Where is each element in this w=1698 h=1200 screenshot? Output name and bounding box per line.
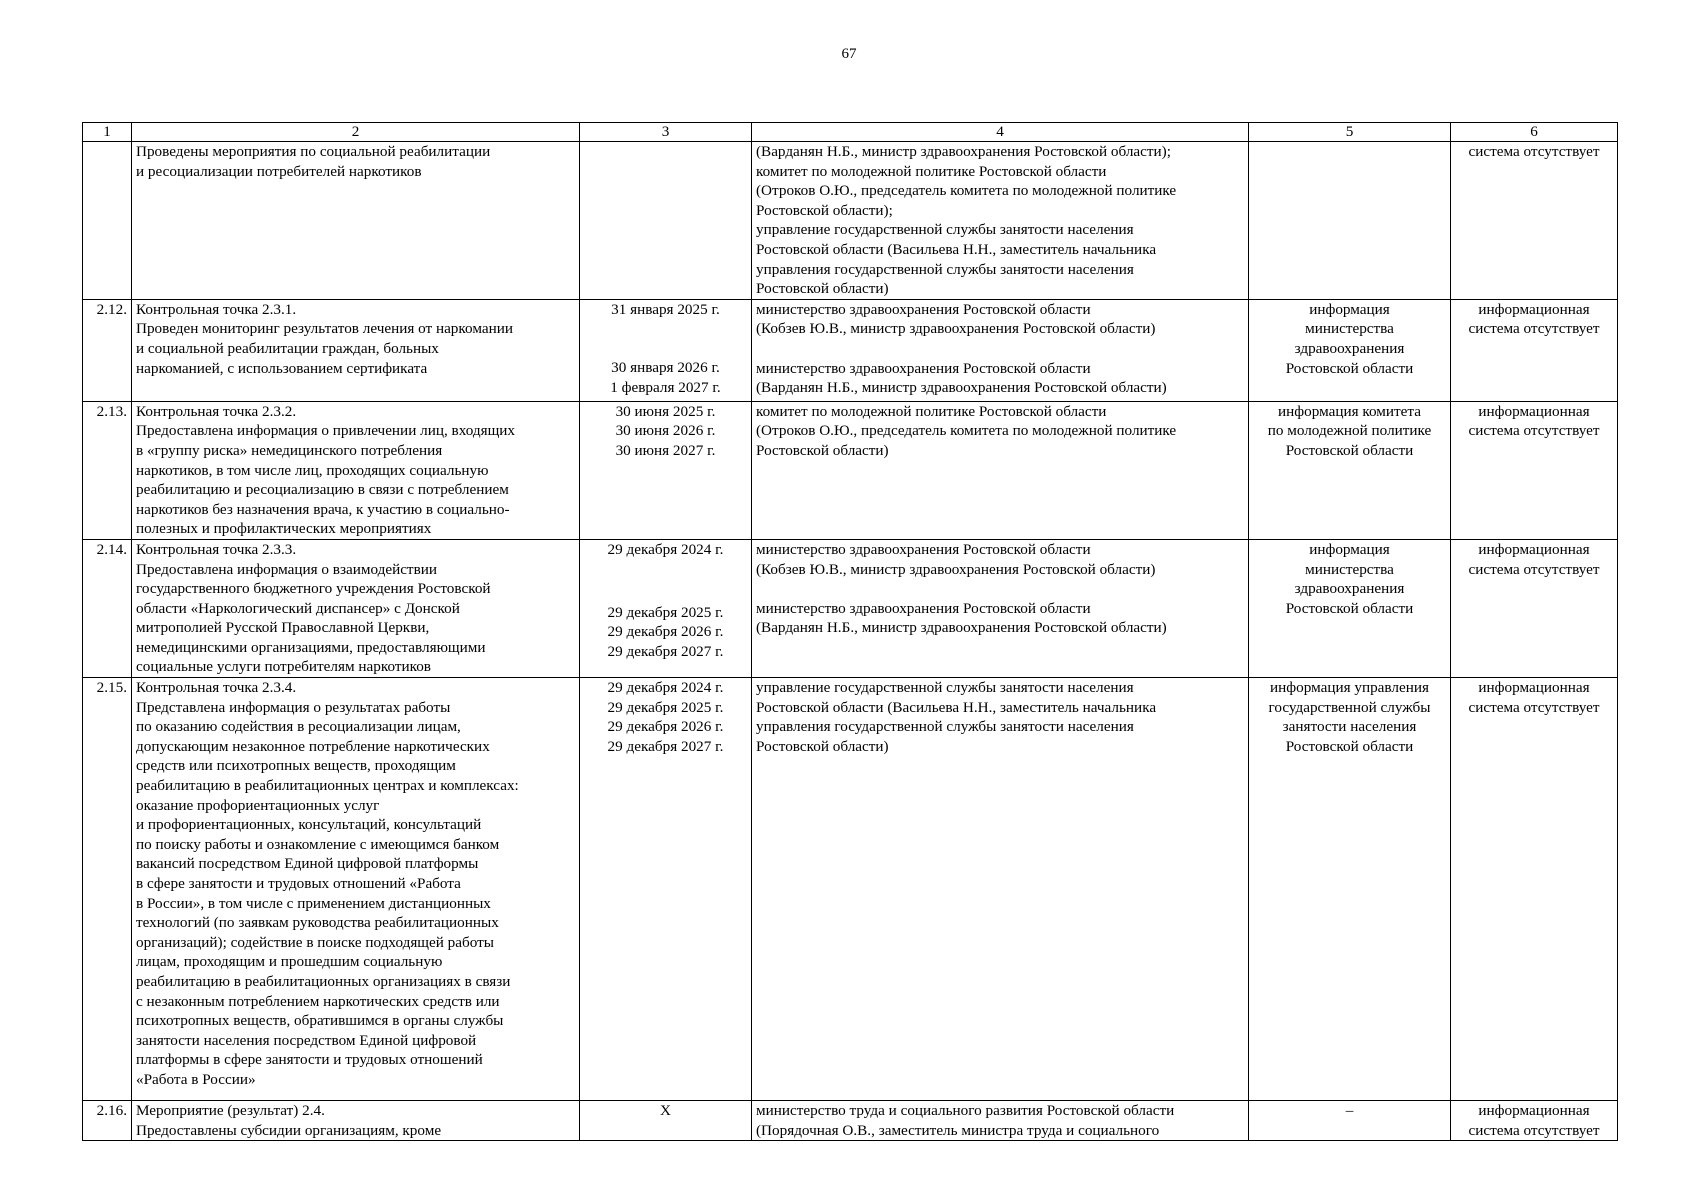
text-line: области «Наркологический диспансер» с Донской (136, 599, 460, 617)
text-line: 30 июня 2027 г. (615, 441, 716, 459)
text-line: Проведен мониторинг результатов лечения от наркомании (136, 320, 513, 338)
text-line: 1 февраля 2027 г. (610, 378, 721, 396)
deadline-cell (580, 401, 752, 539)
header-row (83, 123, 1618, 142)
responsible-cell (752, 299, 1249, 401)
text-line: Ростовской области (1285, 737, 1414, 755)
text-line: Контрольная точка 2.3.2. (136, 402, 297, 420)
description-cell (132, 299, 580, 401)
information-cell (1249, 539, 1451, 677)
responsible-cell (752, 539, 1249, 677)
text-line: реабилитацию в реабилитационных организациях в связи (136, 972, 511, 990)
text-line: государственного бюджетного учреждения Ростовской (136, 580, 491, 598)
deadline-cell (580, 539, 752, 677)
row-number-cell (83, 401, 132, 539)
deadline-cell (580, 299, 752, 401)
measures-table (82, 122, 1618, 1141)
text-line: 30 июня 2026 г. (615, 422, 716, 440)
text-line: полезных и профилактических мероприятиях (136, 520, 432, 538)
text-line: (Кобзев Ю.В., министр здравоохранения Ростовской области) (756, 320, 1156, 338)
description-cell (132, 142, 580, 300)
responsible-cell (752, 401, 1249, 539)
text-line: комитет по молодежной политике Ростовской области (756, 162, 1107, 180)
text-line: занятости населения посредством Единой цифровой (136, 1031, 477, 1049)
row-number: 2.14. (96, 540, 127, 558)
text-line: управления государственной службы занятости населения (756, 718, 1134, 736)
text-line: здравоохранения (1294, 339, 1405, 357)
system-cell (1451, 678, 1618, 1101)
responsible-cell (752, 142, 1249, 300)
text-line: Ростовской области) (756, 441, 889, 459)
text-line: и профориентационных, консультаций, консультаций (136, 816, 482, 834)
text-line: Ростовской области (1285, 441, 1414, 459)
text-line: организаций); содействие в поиске подходящей работы (136, 933, 494, 951)
text-line: и ресоциализации потребителей наркотиков (136, 162, 422, 180)
text-line: система отсутствует (1468, 422, 1600, 440)
system-cell (1451, 1101, 1618, 1141)
text-line: 29 декабря 2025 г. (607, 698, 724, 716)
text-line: система отсутствует (1468, 560, 1600, 578)
text-line: (Отроков О.Ю., председатель комитета по молодежной политике (756, 182, 1177, 200)
text-line: – (1345, 1102, 1354, 1120)
text-line: здравоохранения (1294, 580, 1405, 598)
text-line: оказание профориентационных услуг (136, 796, 380, 814)
text-line: (Варданян Н.Б., министр здравоохранения Ростовской области) (756, 379, 1167, 397)
deadline-cell (580, 678, 752, 1101)
text-line: 29 декабря 2027 г. (607, 737, 724, 755)
text-line: информация (1309, 300, 1390, 318)
text-line: Ростовской области); (756, 201, 893, 219)
text-line: Ростовской области (1285, 599, 1414, 617)
text-line: 29 декабря 2026 г. (607, 623, 724, 641)
page-number: 67 (841, 46, 857, 62)
row-number: 2.13. (96, 402, 127, 420)
system-cell (1451, 401, 1618, 539)
column-header: 2 (132, 123, 580, 142)
information-cell (1249, 1101, 1451, 1141)
text-line: министерство здравоохранения Ростовской области (756, 540, 1091, 558)
text-line: 29 декабря 2024 г. (607, 540, 724, 558)
information-cell (1249, 401, 1451, 539)
text-line: государственной службы (1268, 698, 1431, 716)
text-line: реабилитацию в реабилитационных центрах и комплексах: (136, 777, 519, 795)
information-cell (1249, 678, 1451, 1101)
text-line: информационная (1478, 679, 1590, 697)
table-row (83, 678, 1618, 1101)
description-cell (132, 1101, 580, 1141)
text-line: управления государственной службы занятости населения (756, 260, 1134, 278)
text-line: технологий (по заявкам руководства реабилитационных (136, 914, 499, 932)
text-line: Контрольная точка 2.3.1. (136, 300, 297, 318)
text-line: в России», в том числе с применением дистанционных (136, 894, 491, 912)
description-cell (132, 678, 580, 1101)
text-line: и социальной реабилитации граждан, больных (136, 339, 439, 357)
text-line: информация (1309, 540, 1390, 558)
text-line: занятости населения (1282, 718, 1417, 736)
text-line: министерства (1305, 560, 1394, 578)
column-header: 3 (580, 123, 752, 142)
system-cell (1451, 142, 1618, 300)
text-line: Предоставлена информация о взаимодействии (136, 560, 437, 578)
text-line: министерство здравоохранения Ростовской области (756, 300, 1091, 318)
table-row (83, 299, 1618, 401)
text-line: Ростовской области (Васильева Н.Н., заместитель начальника (756, 698, 1157, 716)
text-line: социальные услуги потребителям наркотиков (136, 658, 431, 676)
text-line: вакансий посредством Единой цифровой платформы (136, 855, 479, 873)
text-line: наркотиков, в том числе лиц, проходящих социальную (136, 461, 489, 479)
row-number-cell (83, 678, 132, 1101)
text-line: допускающим незаконное потребление наркотических (136, 737, 490, 755)
text-line: система отсутствует (1468, 698, 1600, 716)
text-line: Предоставлены субсидии организациям, кроме (136, 1121, 442, 1139)
text-line: Контрольная точка 2.3.3. (136, 540, 297, 558)
column-header: 5 (1249, 123, 1451, 142)
deadline-cell (580, 142, 752, 300)
system-cell (1451, 299, 1618, 401)
table-row (83, 539, 1618, 677)
column-header: 4 (752, 123, 1249, 142)
text-line: министерства (1305, 320, 1394, 338)
text-line: 29 декабря 2026 г. (607, 718, 724, 736)
description-cell (132, 539, 580, 677)
text-line: 31 января 2025 г. (611, 300, 720, 318)
row-number (87, 142, 127, 162)
text-line: с незаконным потреблением наркотических средств или (136, 992, 500, 1010)
responsible-cell (752, 1101, 1249, 1141)
text-line: система отсутствует (1468, 1121, 1600, 1139)
text-line: (Кобзев Ю.В., министр здравоохранения Ростовской области) (756, 560, 1156, 578)
text-line: Контрольная точка 2.3.4. (136, 679, 297, 697)
text-line: (Отроков О.Ю., председатель комитета по молодежной политике (756, 422, 1177, 440)
description-cell (132, 401, 580, 539)
row-number: 2.12. (96, 300, 127, 318)
text-line: митрополией Русской Православной Церкви, (136, 619, 430, 637)
responsible-cell (752, 678, 1249, 1101)
text-line: система отсутствует (1468, 320, 1600, 338)
row-number-cell (83, 1101, 132, 1141)
text-line: 30 января 2026 г. (611, 359, 720, 377)
text-line: (Варданян Н.Б., министр здравоохранения Ростовской области); (756, 143, 1171, 160)
text-line: Предоставлена информация о привлечении лиц, входящих (136, 422, 516, 440)
text-line: 29 декабря 2025 г. (607, 603, 724, 621)
text-line: информация управления (1270, 679, 1429, 697)
text-line: 30 июня 2025 г. (615, 402, 716, 420)
text-line: Представлена информация о результатах работы (136, 698, 451, 716)
text-line: Проведены мероприятия по социальной реабилитации (136, 143, 491, 160)
text-line: по оказанию содействия в ресоциализации лицам, (136, 718, 461, 736)
text-line: Мероприятие (результат) 2.4. (136, 1102, 325, 1120)
row-number: 2.15. (96, 679, 127, 697)
text-line: в сфере занятости и трудовых отношений «Работа (136, 875, 461, 892)
text-line: министерство здравоохранения Ростовской области (756, 359, 1091, 377)
text-line: информация комитета (1278, 402, 1421, 420)
deadline-cell (580, 1101, 752, 1141)
text-line: наркотиков без назначения врача, к участию в социально- (136, 500, 510, 518)
table-row (83, 1101, 1618, 1141)
text-line: министерство здравоохранения Ростовской области (756, 599, 1091, 617)
text-line: Х (660, 1102, 671, 1120)
text-line: наркоманией, с использованием сертификата (136, 359, 428, 377)
text-line: 29 декабря 2027 г. (607, 642, 724, 660)
text-line: реабилитацию и ресоциализацию в связи с потреблением (136, 481, 509, 499)
text-line: психотропных веществ, обратившимся в органы службы (136, 1012, 504, 1030)
text-line: «Работа в России» (136, 1070, 256, 1088)
text-line: в «группу риска» немедицинского потребления (136, 441, 443, 459)
system-cell (1451, 539, 1618, 677)
row-number-cell (83, 539, 132, 677)
text-line: 29 декабря 2024 г. (607, 679, 724, 697)
text-line: лицам, проходящим и прошедшим социальную (136, 953, 443, 971)
text-line: Ростовской области (Васильева Н.Н., заместитель начальника (756, 240, 1157, 258)
text-line: по молодежной политике (1267, 422, 1432, 440)
text-line: информационная (1478, 300, 1590, 318)
table-row (83, 401, 1618, 539)
text-line: немедицинскими организациями, предоставляющими (136, 638, 486, 656)
row-number-cell (83, 299, 132, 401)
row-number: 2.16. (96, 1102, 127, 1120)
text-line: информационная (1478, 402, 1590, 420)
column-header: 6 (1451, 123, 1618, 142)
text-line: (Порядочная О.В., заместитель министра труда и социального (756, 1121, 1160, 1139)
text-line: по поиску работы и ознакомление с имеющимся банком (136, 835, 500, 853)
text-line: информационная (1478, 540, 1590, 558)
information-cell (1249, 299, 1451, 401)
text-line: министерство труда и социального развития Ростовской области (756, 1102, 1175, 1120)
row-number-cell (83, 142, 132, 300)
information-cell (1249, 142, 1451, 300)
text-line: Ростовской области) (756, 280, 889, 298)
text-line: Ростовской области) (756, 737, 889, 755)
text-line: (Варданян Н.Б., министр здравоохранения Ростовской области) (756, 619, 1167, 637)
text-line: управление государственной службы занятости населения (756, 679, 1134, 697)
text-line: система отсутствует (1468, 143, 1600, 160)
text-line: информационная (1478, 1102, 1590, 1120)
table-row (83, 142, 1618, 300)
column-header: 1 (83, 123, 132, 142)
text-line: комитет по молодежной политике Ростовской области (756, 402, 1107, 420)
text-line: средств или психотропных веществ, проходящим (136, 757, 456, 775)
text-line: Ростовской области (1285, 359, 1414, 377)
text-line: управление государственной службы занятости населения (756, 221, 1134, 239)
text-line: платформы в сфере занятости и трудовых отношений (136, 1051, 483, 1069)
